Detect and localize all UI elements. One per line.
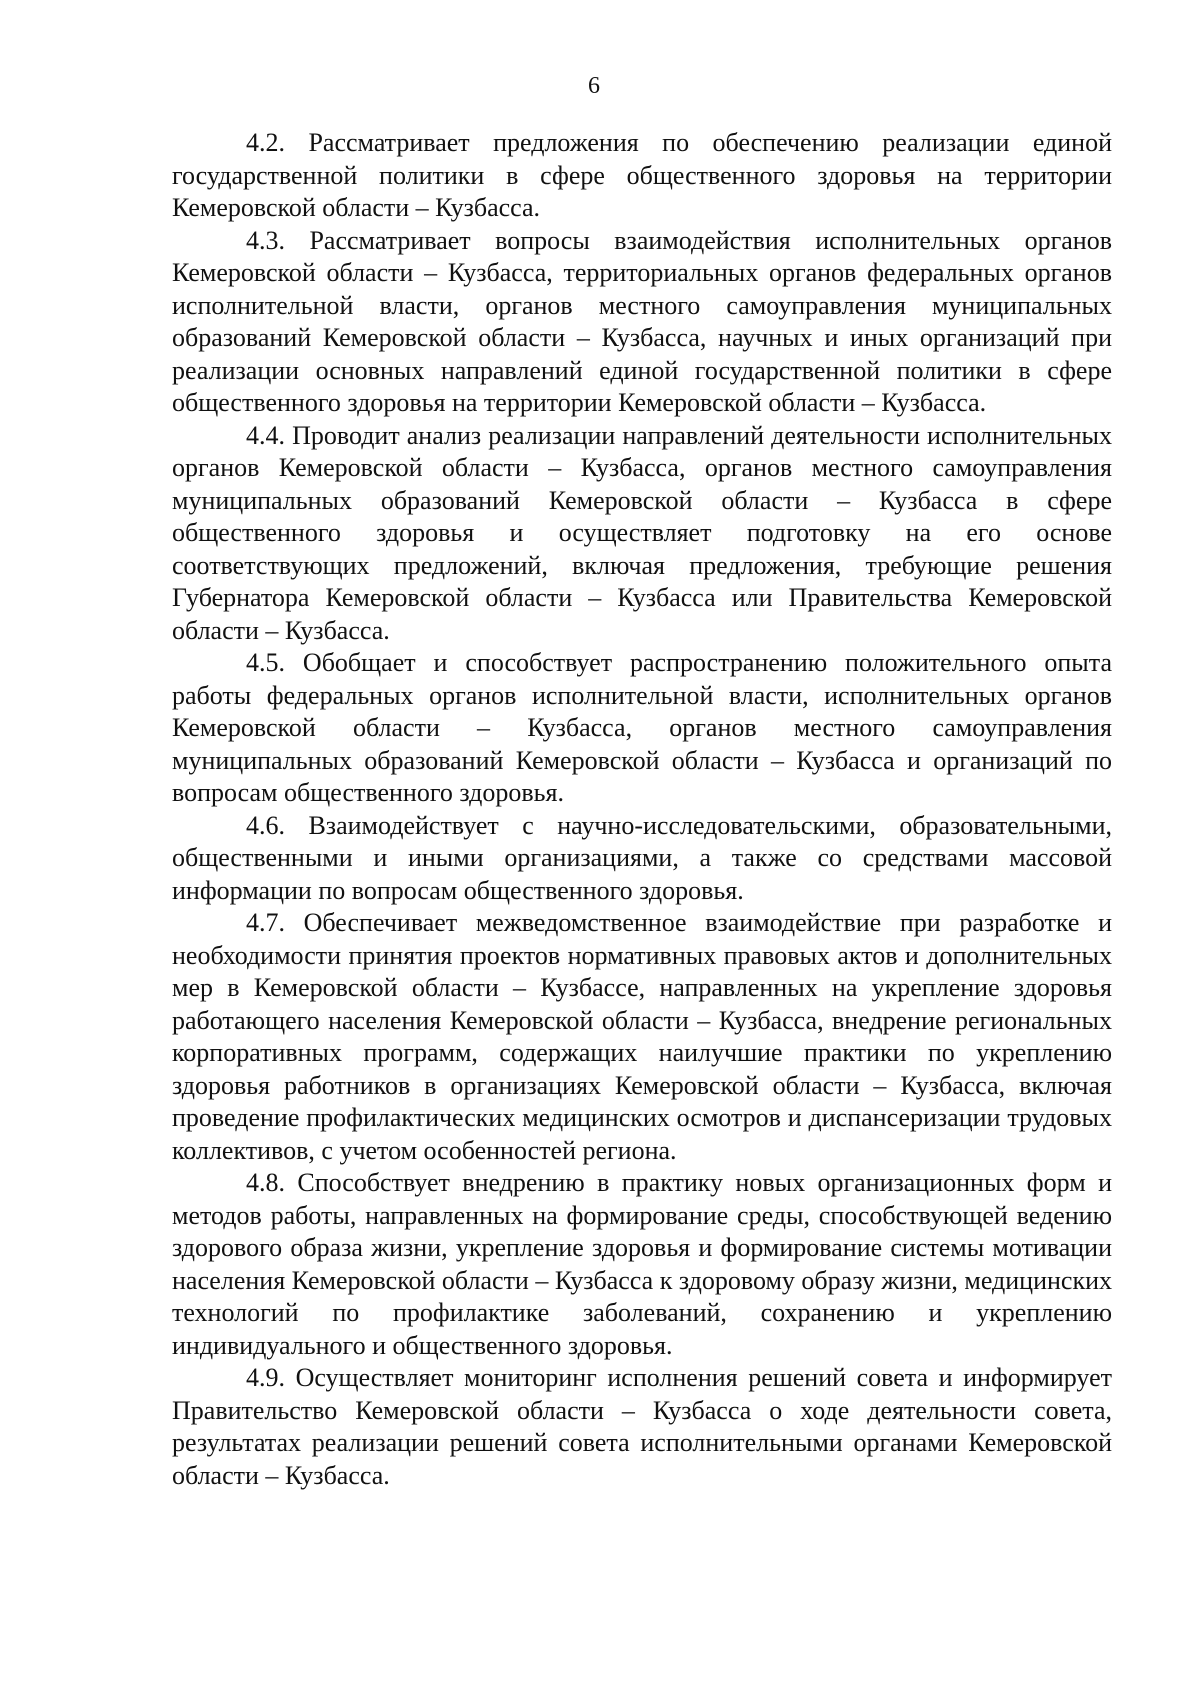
page-number: 6 xyxy=(588,73,600,99)
paragraph-4-7: 4.7. Обеспечивает межведомственное взаимодействие при разработке и необходимости принятия проектов нормативных правовых актов и дополнительных мер в Кемеровской области – Кузбассе, направленных на укрепление здоровья работающего населения Кемеровской области – Кузбасса, внедрение региональных корпоративных программ, содержащих наилучшие практики по укреплению здоровья работников в организациях Кемеровской области – Кузбасса, включая проведение профилактических медицинских осмотров и диспансеризации трудовых коллективов, с учетом особенностей региона. xyxy=(172,908,1112,1165)
paragraph-4-9: 4.9. Осуществляет мониторинг исполнения решений совета и информирует Правительство Кемеровской области – Кузбасса о ходе деятельности совета, результатах реализации решений совета исполнительными органами Кемеровской области – Кузбасса. xyxy=(172,1363,1112,1490)
document-body xyxy=(172,127,1112,1492)
paragraph-4-5: 4.5. Обобщает и способствует распространению положительного опыта работы федеральных органов исполнительной власти, исполнительных органов Кемеровской области – Кузбасса, органов местного самоуправления муниципальных образований Кемеровской области – Кузбасса и организаций по вопросам общественного здоровья. xyxy=(172,648,1112,807)
paragraph-4-4: 4.4. Проводит анализ реализации направлений деятельности исполнительных органов Кемеровской области – Кузбасса, органов местного самоуправления муниципальных образований Кемеровской области – Кузбасса в сфере общественного здоровья и осуществляет подготовку на его основе соответствующих предложений, включая предложения, требующие решения Губернатора Кемеровской области – Кузбасса или Правительства Кемеровской области – Кузбасса. xyxy=(172,420,1112,645)
paragraph-4-8: 4.8. Способствует внедрению в практику новых организационных форм и методов работы, направленных на формирование среды, способствующей ведению здорового образа жизни, укрепление здоровья и формирование системы мотивации населения Кемеровской области – Кузбасса к здоровому образу жизни, медицинских технологий по профилактике заболеваний, сохранению и укреплению индивидуального и общественного здоровья. xyxy=(172,1168,1113,1360)
paragraph-4-3: 4.3. Рассматривает вопросы взаимодействия исполнительных органов Кемеровской области – Кузбасса, территориальных органов федеральных органов исполнительной власти, органов местного самоуправления муниципальных образований Кемеровской области – Кузбасса, научных и иных организаций при реализации основных направлений единой государственной политики в сфере общественного здоровья на территории Кемеровской области – Кузбасса. xyxy=(172,225,1112,417)
paragraph-4-2: 4.2. Рассматривает предложения по обеспечению реализации единой государственной политики в сфере общественного здоровья на территории Кемеровской области – Кузбасса. xyxy=(172,128,1112,222)
paragraph-4-6: 4.6. Взаимодействует с научно-исследовательскими, образовательными, общественными и иными организациями, а также со средствами массовой информации по вопросам общественного здоровья. xyxy=(172,810,1112,905)
